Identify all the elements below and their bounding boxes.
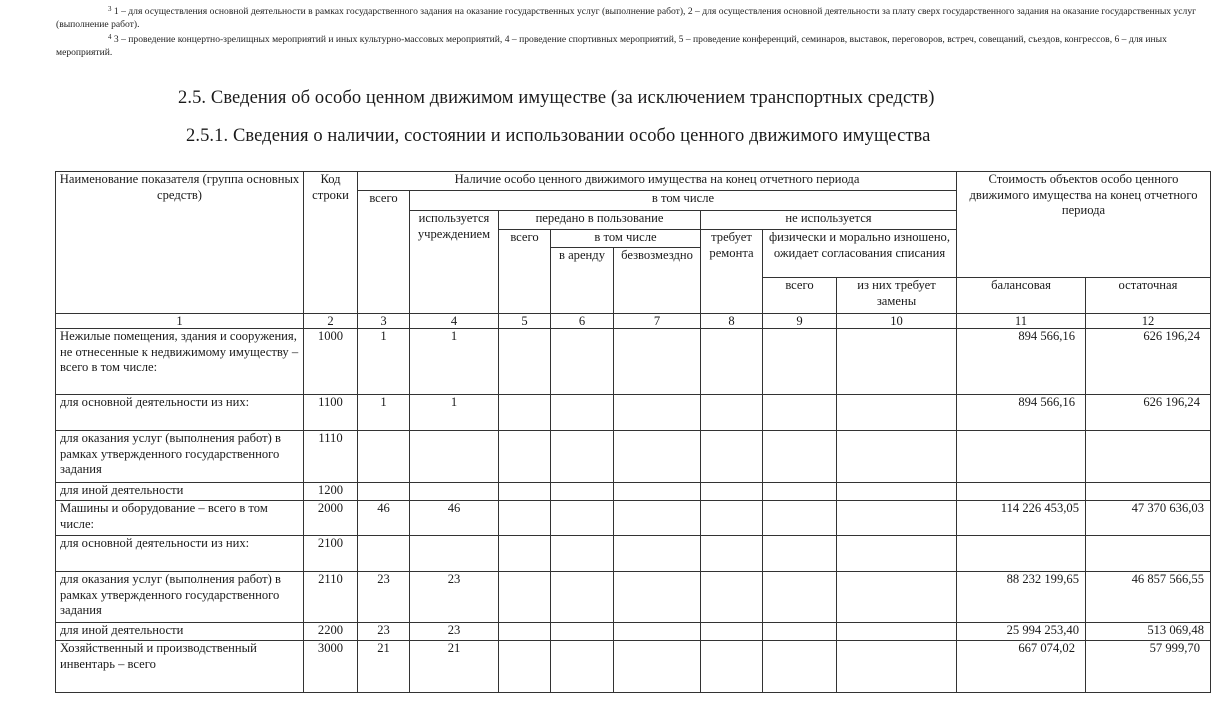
row-used: 1 xyxy=(410,395,499,431)
table-row xyxy=(56,329,1211,395)
column-number: 5 xyxy=(499,314,551,329)
empty-cell xyxy=(551,483,614,501)
footnotes xyxy=(56,3,1206,59)
header-rent: в аренду xyxy=(551,248,614,314)
empty-cell xyxy=(837,395,957,431)
header-free: безвозмездно xyxy=(614,248,701,314)
empty-cell xyxy=(614,395,701,431)
empty-cell xyxy=(701,431,763,483)
empty-cell xyxy=(614,641,701,693)
empty-cell xyxy=(763,501,837,536)
table-row xyxy=(56,536,1211,572)
column-number: 8 xyxy=(701,314,763,329)
empty-cell xyxy=(551,572,614,623)
column-numbers-row xyxy=(56,314,1211,329)
footnote-3 xyxy=(56,3,1206,31)
empty-cell xyxy=(499,641,551,693)
empty-cell xyxy=(614,501,701,536)
row-balance: 88 232 199,65 xyxy=(957,572,1086,623)
header-transferred-in-that-number: в том числе xyxy=(551,230,701,248)
row-used: 1 xyxy=(410,329,499,395)
table-row xyxy=(56,483,1211,501)
header-residual: остаточная xyxy=(1086,278,1211,314)
section-title: 2.5. Сведения об особо ценном движимом имуществе (за исключением транспортных средств) xyxy=(178,88,935,108)
subsection-title: 2.5.1. Сведения о наличии, состоянии и использовании особо ценного движимого имущества xyxy=(186,126,931,146)
row-total: 23 xyxy=(358,572,410,623)
property-table xyxy=(55,171,1211,693)
column-number: 7 xyxy=(614,314,701,329)
empty-cell xyxy=(551,329,614,395)
row-used xyxy=(410,483,499,501)
header-worn: физически и морально изношено, ожидает согласования списания xyxy=(763,230,957,278)
empty-cell xyxy=(499,623,551,641)
empty-cell xyxy=(499,329,551,395)
row-total: 1 xyxy=(358,395,410,431)
row-label: для иной деятельности xyxy=(56,483,304,501)
row-used: 46 xyxy=(410,501,499,536)
row-used xyxy=(410,431,499,483)
row-total xyxy=(358,483,410,501)
empty-cell xyxy=(837,623,957,641)
empty-cell xyxy=(701,483,763,501)
empty-cell xyxy=(551,641,614,693)
row-balance: 894 566,16 xyxy=(957,329,1086,395)
row-used: 21 xyxy=(410,641,499,693)
empty-cell xyxy=(837,483,957,501)
column-number: 9 xyxy=(763,314,837,329)
empty-cell xyxy=(551,501,614,536)
footnote-3-mark: 3 xyxy=(108,5,112,13)
empty-cell xyxy=(551,536,614,572)
row-label: для основной деятельности из них: xyxy=(56,536,304,572)
empty-cell xyxy=(614,431,701,483)
row-balance: 25 994 253,40 xyxy=(957,623,1086,641)
column-number: 10 xyxy=(837,314,957,329)
empty-cell xyxy=(763,329,837,395)
empty-cell xyxy=(837,431,957,483)
empty-cell xyxy=(763,395,837,431)
column-number: 6 xyxy=(551,314,614,329)
empty-cell xyxy=(499,536,551,572)
header-availability: Наличие особо ценного движимого имущества на конец отчетного периода xyxy=(358,172,957,191)
empty-cell xyxy=(499,483,551,501)
row-residual: 626 196,24 xyxy=(1086,329,1211,395)
empty-cell xyxy=(701,329,763,395)
row-code: 1110 xyxy=(304,431,358,483)
row-label: для основной деятельности из них: xyxy=(56,395,304,431)
row-balance: 114 226 453,05 xyxy=(957,501,1086,536)
empty-cell xyxy=(499,431,551,483)
row-total xyxy=(358,536,410,572)
empty-cell xyxy=(499,572,551,623)
row-code: 3000 xyxy=(304,641,358,693)
empty-cell xyxy=(614,329,701,395)
row-balance xyxy=(957,483,1086,501)
empty-cell xyxy=(701,641,763,693)
empty-cell xyxy=(837,536,957,572)
row-used: 23 xyxy=(410,623,499,641)
table-row xyxy=(56,395,1211,431)
row-label: Машины и оборудование – всего в том числе: xyxy=(56,501,304,536)
empty-cell xyxy=(614,483,701,501)
row-residual xyxy=(1086,536,1211,572)
header-balance: балансовая xyxy=(957,278,1086,314)
empty-cell xyxy=(551,395,614,431)
column-number: 12 xyxy=(1086,314,1211,329)
header-transferred-total: всего xyxy=(499,230,551,314)
empty-cell xyxy=(551,431,614,483)
column-number: 2 xyxy=(304,314,358,329)
empty-cell xyxy=(837,501,957,536)
header-in-that-number: в том числе xyxy=(410,191,957,211)
row-residual: 57 999,70 xyxy=(1086,641,1211,693)
empty-cell xyxy=(701,572,763,623)
row-total xyxy=(358,431,410,483)
row-code: 2110 xyxy=(304,572,358,623)
row-used xyxy=(410,536,499,572)
empty-cell xyxy=(763,572,837,623)
row-code: 2200 xyxy=(304,623,358,641)
empty-cell xyxy=(499,501,551,536)
row-balance xyxy=(957,536,1086,572)
column-number: 1 xyxy=(56,314,304,329)
row-code: 1200 xyxy=(304,483,358,501)
column-number: 3 xyxy=(358,314,410,329)
row-label: для оказания услуг (выполнения работ) в рамках утвержденного государственного задания xyxy=(56,572,304,623)
header-repair: требует ремонта xyxy=(701,230,763,314)
header-name: Наименование показателя (группа основных средств) xyxy=(56,172,304,314)
table-row xyxy=(56,641,1211,693)
empty-cell xyxy=(614,623,701,641)
row-balance xyxy=(957,431,1086,483)
row-residual: 626 196,24 xyxy=(1086,395,1211,431)
header-not-used: не используется xyxy=(701,211,957,230)
table-row xyxy=(56,431,1211,483)
row-used: 23 xyxy=(410,572,499,623)
row-total: 21 xyxy=(358,641,410,693)
row-residual xyxy=(1086,483,1211,501)
row-label: Нежилые помещения, здания и сооружения, не отнесенные к недвижимому имуществу – всего в том числе: xyxy=(56,329,304,395)
header-cost: Стоимость объектов особо ценного движимого имущества на конец отчетного периода xyxy=(957,172,1211,278)
row-balance: 894 566,16 xyxy=(957,395,1086,431)
empty-cell xyxy=(499,395,551,431)
footnote-4-text: 3 – проведение концертно-зрелищных мероприятий и иных культурно-массовых мероприятий, 4 – проведение спортивных мероприятий, 5 – проведение конференций, семинаров, выставок, переговоров, встреч, совещаний, съездов, конгрессов, 6 – для иных мероприятий. xyxy=(56,34,1167,58)
empty-cell xyxy=(551,623,614,641)
row-label: для оказания услуг (выполнения работ) в рамках утвержденного государственного задания xyxy=(56,431,304,483)
empty-cell xyxy=(763,641,837,693)
header-code: Код строки xyxy=(304,172,358,314)
empty-cell xyxy=(837,572,957,623)
row-code: 1000 xyxy=(304,329,358,395)
empty-cell xyxy=(701,536,763,572)
header-used: используется учреждением xyxy=(410,211,499,314)
empty-cell xyxy=(837,641,957,693)
row-residual: 513 069,48 xyxy=(1086,623,1211,641)
row-code: 1100 xyxy=(304,395,358,431)
row-residual: 46 857 566,55 xyxy=(1086,572,1211,623)
empty-cell xyxy=(763,483,837,501)
empty-cell xyxy=(701,501,763,536)
table-row xyxy=(56,623,1211,641)
row-total: 1 xyxy=(358,329,410,395)
column-number: 4 xyxy=(410,314,499,329)
row-residual xyxy=(1086,431,1211,483)
row-residual: 47 370 636,03 xyxy=(1086,501,1211,536)
row-total: 23 xyxy=(358,623,410,641)
footnote-3-text: 1 – для осуществления основной деятельности в рамках государственного задания на оказание государственных услуг (выполнение работ), 2 – для осуществления основной деятельности за плату сверх государственного задания на оказание государственных услуг (выполнение работ). xyxy=(56,6,1197,30)
empty-cell xyxy=(837,329,957,395)
empty-cell xyxy=(763,431,837,483)
header-total: всего xyxy=(358,191,410,314)
table-row xyxy=(56,572,1211,623)
table-row xyxy=(56,501,1211,536)
row-code: 2100 xyxy=(304,536,358,572)
row-total: 46 xyxy=(358,501,410,536)
row-label: Хозяйственный и производственный инвентарь – всего xyxy=(56,641,304,693)
column-number: 11 xyxy=(957,314,1086,329)
empty-cell xyxy=(701,395,763,431)
empty-cell xyxy=(614,536,701,572)
row-label: для иной деятельности xyxy=(56,623,304,641)
header-worn-total: всего xyxy=(763,278,837,314)
footnote-4-mark: 4 xyxy=(108,33,112,41)
header-transferred: передано в пользование xyxy=(499,211,701,230)
footnote-4 xyxy=(56,31,1206,59)
empty-cell xyxy=(763,623,837,641)
empty-cell xyxy=(614,572,701,623)
header-replace: из них требует замены xyxy=(837,278,957,314)
row-balance: 667 074,02 xyxy=(957,641,1086,693)
empty-cell xyxy=(701,623,763,641)
row-code: 2000 xyxy=(304,501,358,536)
empty-cell xyxy=(763,536,837,572)
